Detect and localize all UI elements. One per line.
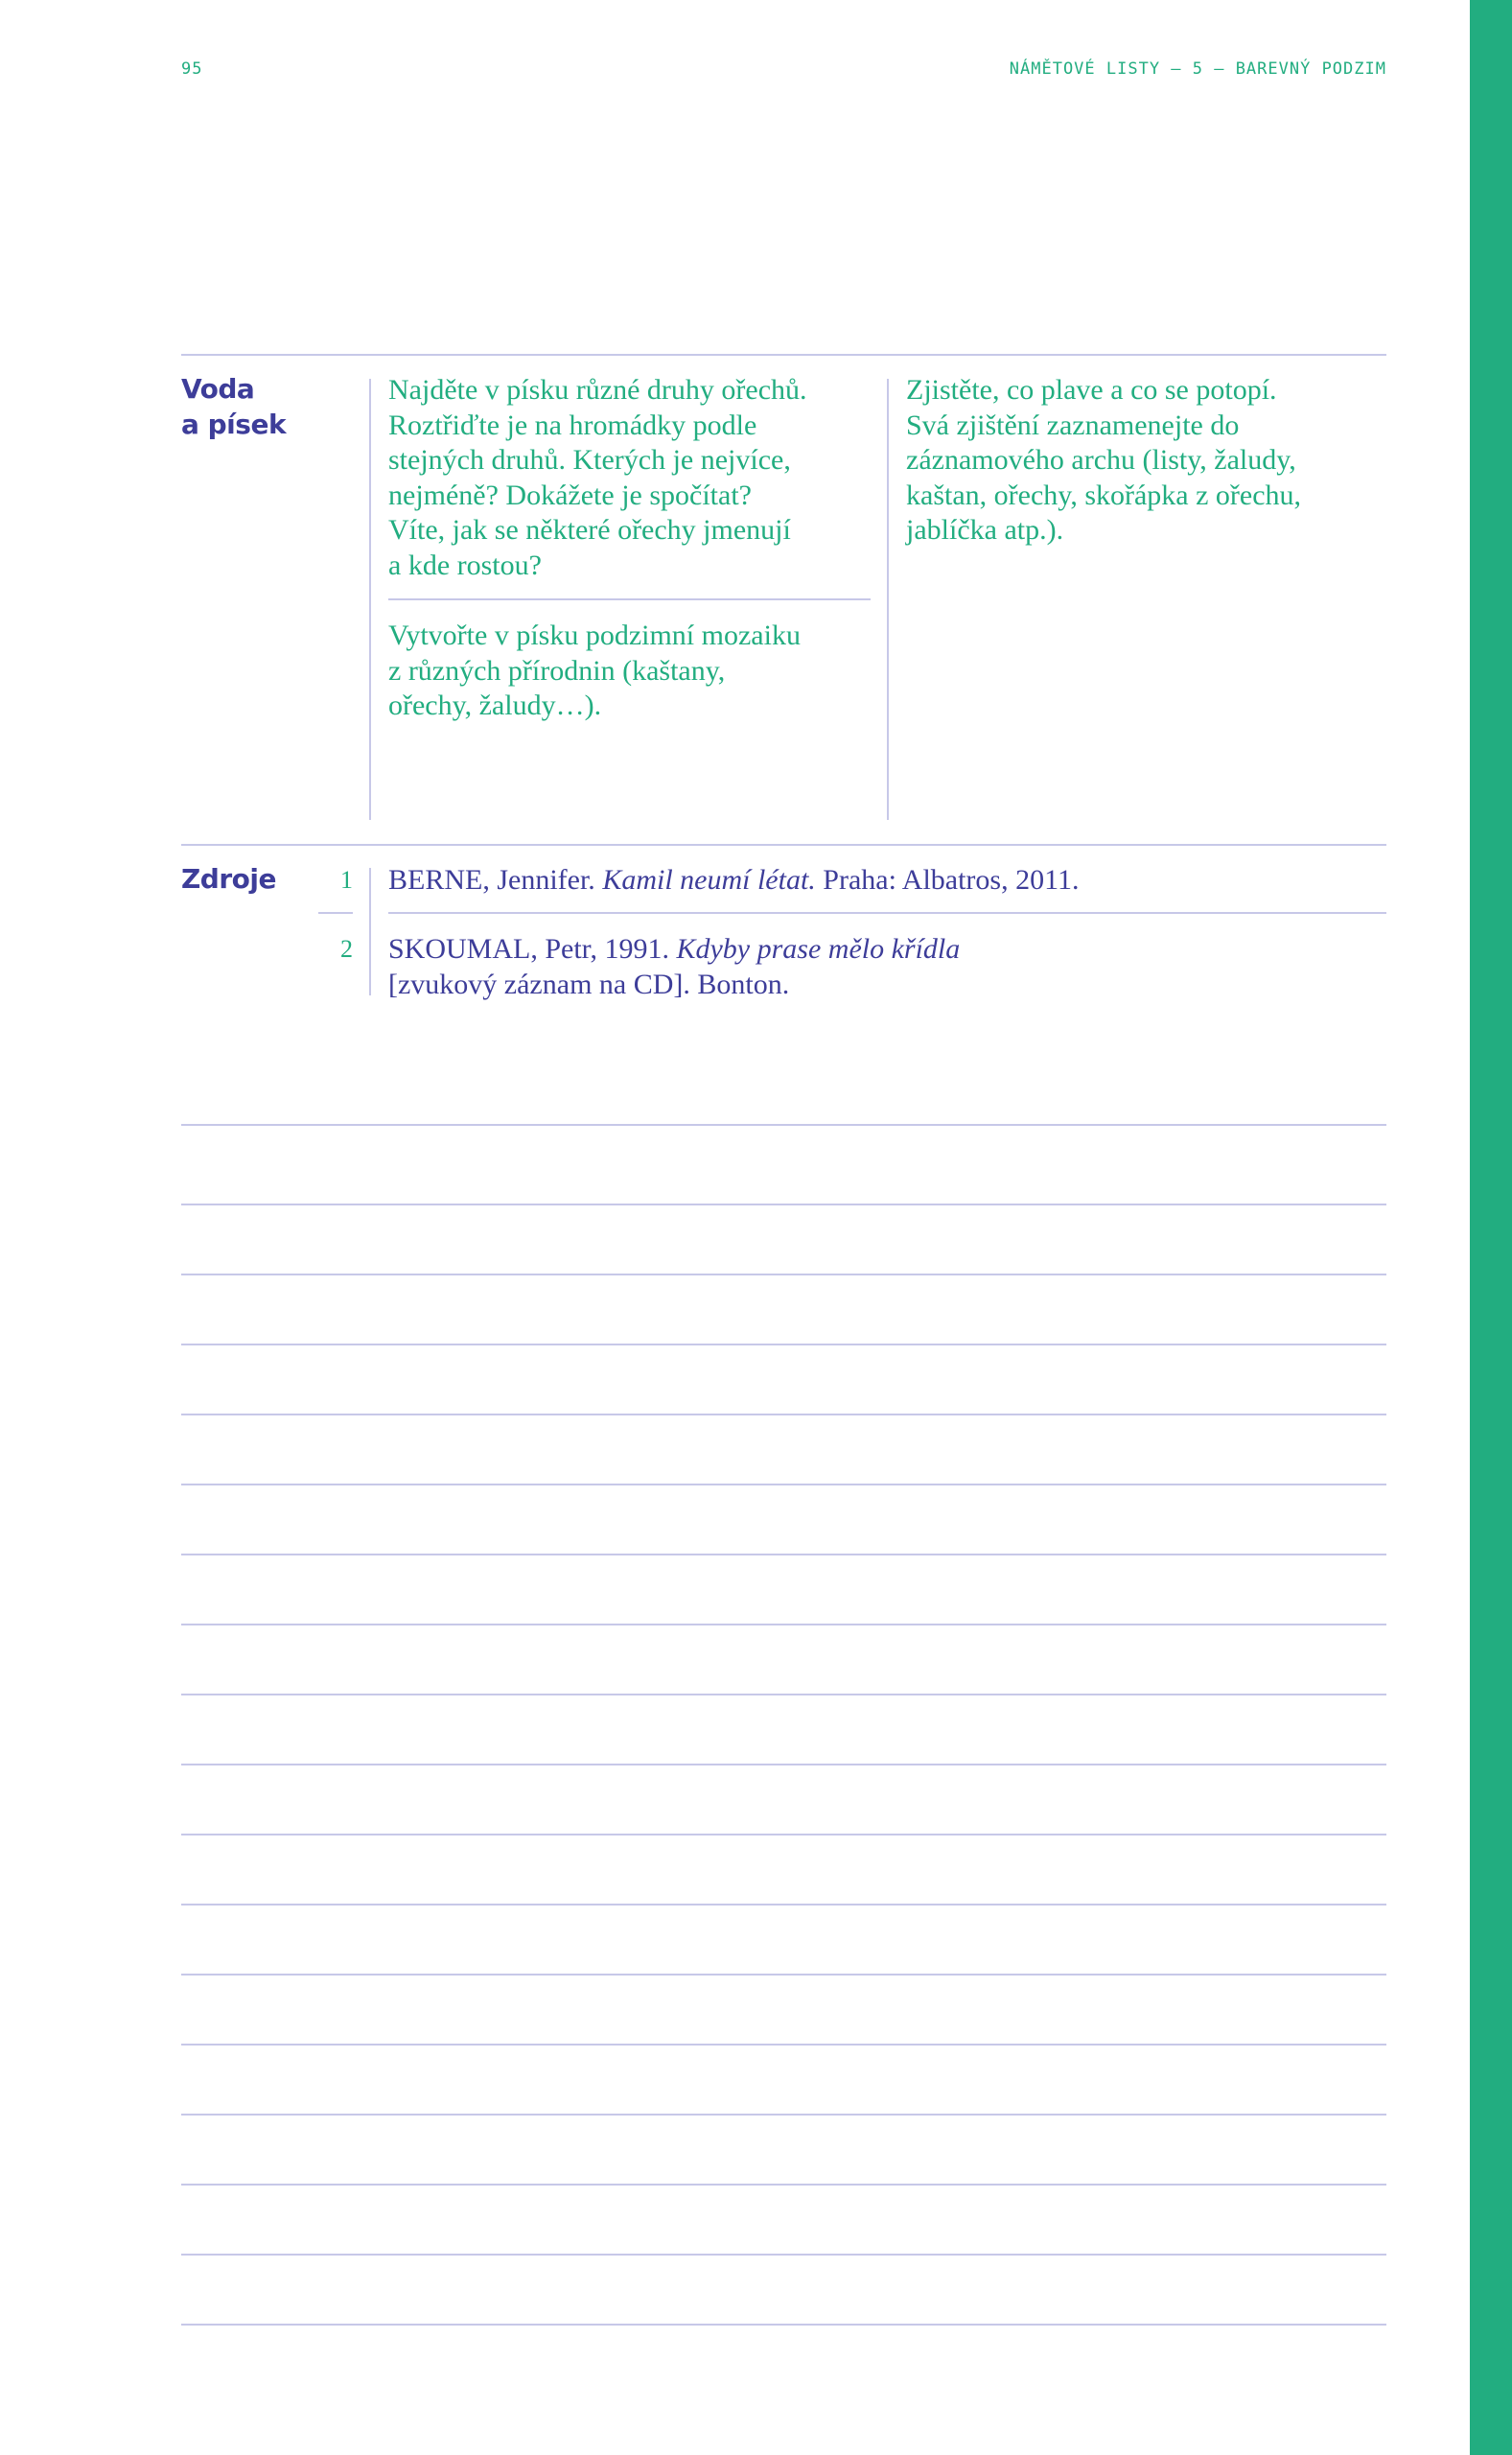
running-head: NÁMĚTOVÉ LISTY – 5 – BAREVNÝ PODZIM [1009, 59, 1386, 79]
text-line: Roztřiďte je na hromádky podle [388, 409, 757, 441]
reference-number-2: 2 [340, 935, 353, 963]
reference-number-1: 1 [340, 866, 353, 894]
reference-2-line2: [zvukový záznam na CD]. Bonton. [388, 968, 790, 1000]
notes-line [181, 1204, 1386, 1205]
page-number: 95 [181, 59, 203, 79]
text-line: Vytvořte v písku podzimní mozaiku [388, 620, 801, 651]
notes-line [181, 1974, 1386, 1976]
notes-line [181, 2184, 1386, 2186]
notes-line [181, 1344, 1386, 1345]
voda-activity-sort-nuts [388, 373, 807, 583]
text-line: Svá zjištění zaznamenejte do [906, 409, 1240, 441]
notes-line [181, 2324, 1386, 2326]
section-voda-title-line1: Voda [181, 373, 255, 405]
voda-activity-float-sink [906, 373, 1301, 549]
section-voda-col2-rule [887, 379, 889, 820]
reference-number-divider [318, 912, 353, 914]
reference-2 [388, 932, 960, 1002]
text-line: nejméně? Dokážete je spočítat? [388, 479, 752, 511]
notes-line [181, 1904, 1386, 1906]
notes-line [181, 1484, 1386, 1485]
references-divider [388, 912, 1386, 914]
section-zdroje-title: Zdroje [181, 863, 276, 895]
notes-line [181, 1414, 1386, 1415]
text-line: Najděte v písku různé druhy ořechů. [388, 374, 807, 406]
voda-col1-divider [388, 598, 871, 600]
reference-1-author: BERNE, Jennifer. [388, 864, 603, 896]
text-line: záznamového archu (listy, žaludy, [906, 444, 1296, 476]
text-line: kaštan, ořechy, skořápka z ořechu, [906, 479, 1302, 511]
notes-line [181, 1764, 1386, 1765]
text-line: a kde rostou? [388, 549, 542, 581]
section-voda-col1-rule [369, 379, 371, 820]
notes-line [181, 1834, 1386, 1835]
green-side-bar [1470, 0, 1512, 2455]
voda-activity-sand-mosaic [388, 619, 801, 724]
text-line: z různých přírodnin (kaštany, [388, 654, 726, 687]
section-voda-title [181, 371, 286, 442]
section-zdroje-rule [369, 868, 371, 995]
reference-2-title: Kdyby prase mělo křídla [676, 933, 961, 965]
reference-1-publisher: Praha: Albatros, 2011. [815, 864, 1080, 896]
notes-line [181, 1124, 1386, 1126]
text-line: jablíčka atp.). [906, 514, 1064, 546]
reference-2-author: SKOUMAL, Petr, 1991. [388, 933, 677, 965]
notes-line [181, 2044, 1386, 2046]
text-line: Víte, jak se některé ořechy jmenují [388, 514, 791, 546]
notes-line [181, 1694, 1386, 1695]
section-voda-title-line2: a písek [181, 409, 287, 440]
reference-2-line1 [388, 932, 960, 968]
reference-1 [388, 863, 1079, 899]
text-line: Zjistěte, co plave a co se potopí. [906, 374, 1277, 406]
text-line: ořechy, žaludy…). [388, 690, 602, 721]
section-voda-top-rule [181, 354, 1386, 356]
notes-line [181, 2114, 1386, 2116]
reference-1-title: Kamil neumí létat. [602, 864, 816, 896]
text-line: stejných druhů. Kterých je nejvíce, [388, 444, 791, 476]
notes-line [181, 1624, 1386, 1625]
notes-line [181, 1554, 1386, 1555]
notes-line [181, 2254, 1386, 2256]
notes-line [181, 1274, 1386, 1275]
section-zdroje-top-rule [181, 844, 1386, 846]
